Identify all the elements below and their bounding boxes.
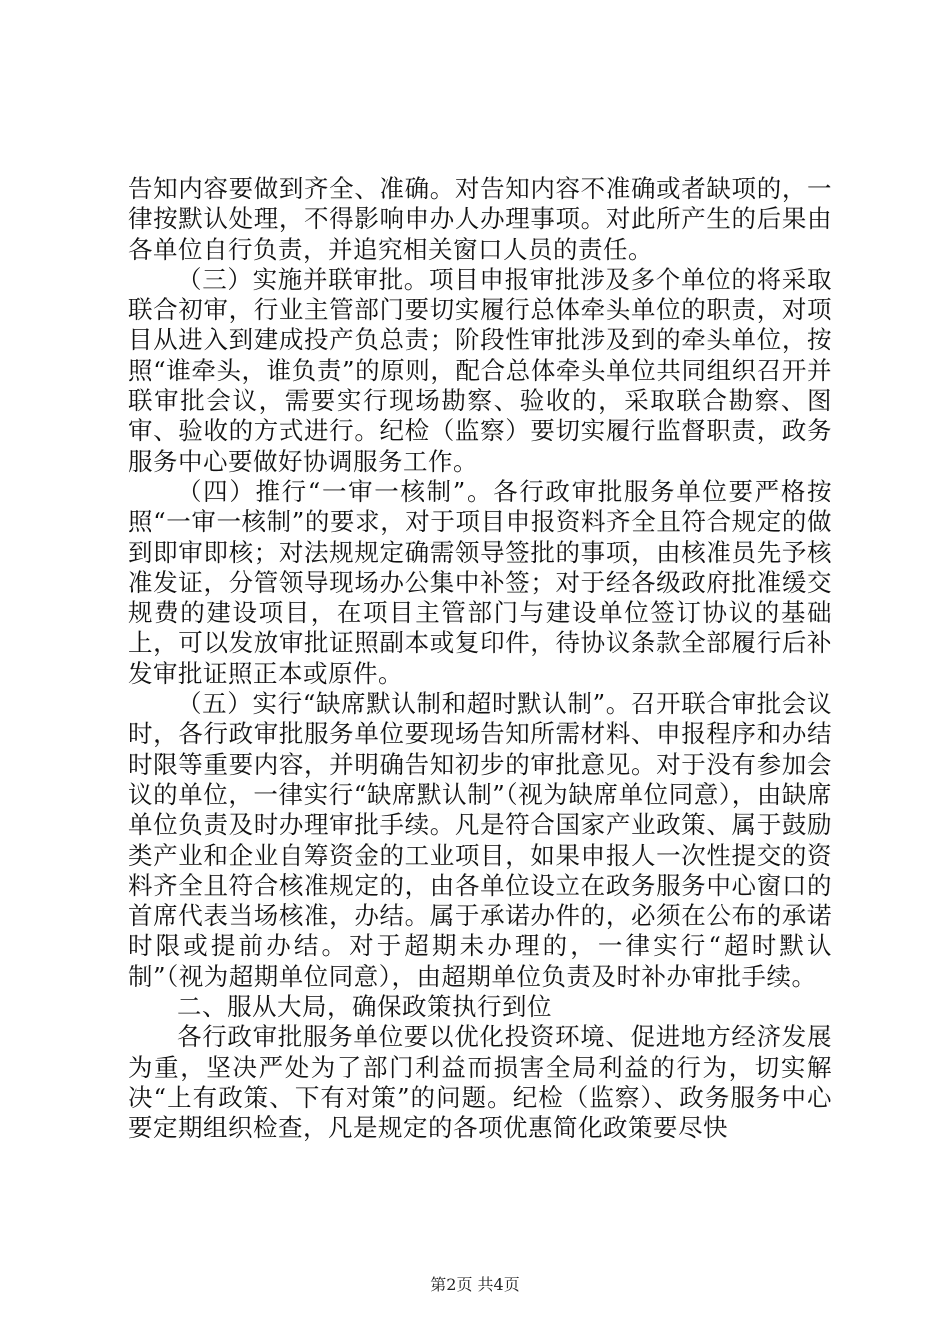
paragraph-default-approval: （五）实行“缺席默认制和超时默认制”。召开联合审批会议时，各行政审批服务单位要现场告知所需材料、申报程序和办结时限等重要内容，并明确告知初步的审批意见。对于没有参加会议的单位，一律实行“缺席默认制”（视为缺席单位同意），由缺席单位负责及时办理审批手续。凡是符合国家产业政策、属于鼓励类产业和企业自筹资金的工业项目，如果申报人一次性提交的资料齐全且符合核准规定的，由各单位设立在政务服务中心窗口的首席代表当场核准，办结。属于承诺办件的，必须在公布的承诺时限或提前办结。对于超期未办理的，一律实行“超时默认制”（视为超期单位同意），由超期单位负责及时补办审批手续。 xyxy=(128,689,832,991)
page-number-footer: 第2页 共4页 xyxy=(430,1275,520,1294)
document-body xyxy=(128,174,832,1144)
paragraph-parallel-approval: （三）实施并联审批。项目申报审批涉及多个单位的将采取联合初审，行业主管部门要切实履行总体牵头单位的职责，对项目从进入到建成投产负总责；阶段性审批涉及到的牵头单位，按照“谁牵头，谁负责”的原则，配合总体牵头单位共同组织召开并联审批会议，需要实行现场勘察、验收的，采取联合勘察、图审、验收的方式进行。纪检（监察）要切实履行监督职责，政务服务中心要做好协调服务工作。 xyxy=(128,264,832,476)
paragraph-policy-enforcement: 各行政审批服务单位要以优化投资环境、促进地方经济发展为重，坚决严处为了部门利益而损害全局利益的行为，切实解决“上有政策、下有对策”的问题。纪检（监察）、政务服务中心要定期组织检查，凡是规定的各项优惠简化政策要尽快 xyxy=(128,1022,832,1143)
paragraph-one-review-one-check: （四）推行“一审一核制”。各行政审批服务单位要严格按照“一审一核制”的要求，对于项目申报资料齐全且符合规定的做到即审即核；对法规规定确需领导签批的事项，由核准员先予核准发证，分管领导现场办公集中补签；对于经各级政府批准缓交规费的建设项目，在项目主管部门与建设单位签订协议的基础上，可以发放审批证照副本或复印件，待协议条款全部履行后补发审批证照正本或原件。 xyxy=(128,476,832,688)
section-heading: 二、服从大局，确保政策执行到位 xyxy=(177,992,552,1022)
paragraph-notification-continuation: 告知内容要做到齐全、准确。对告知内容不准确或者缺项的，一律按默认处理，不得影响申办人办理事项。对此所产生的后果由各单位自行负责，并追究相关窗口人员的责任。 xyxy=(128,174,832,264)
